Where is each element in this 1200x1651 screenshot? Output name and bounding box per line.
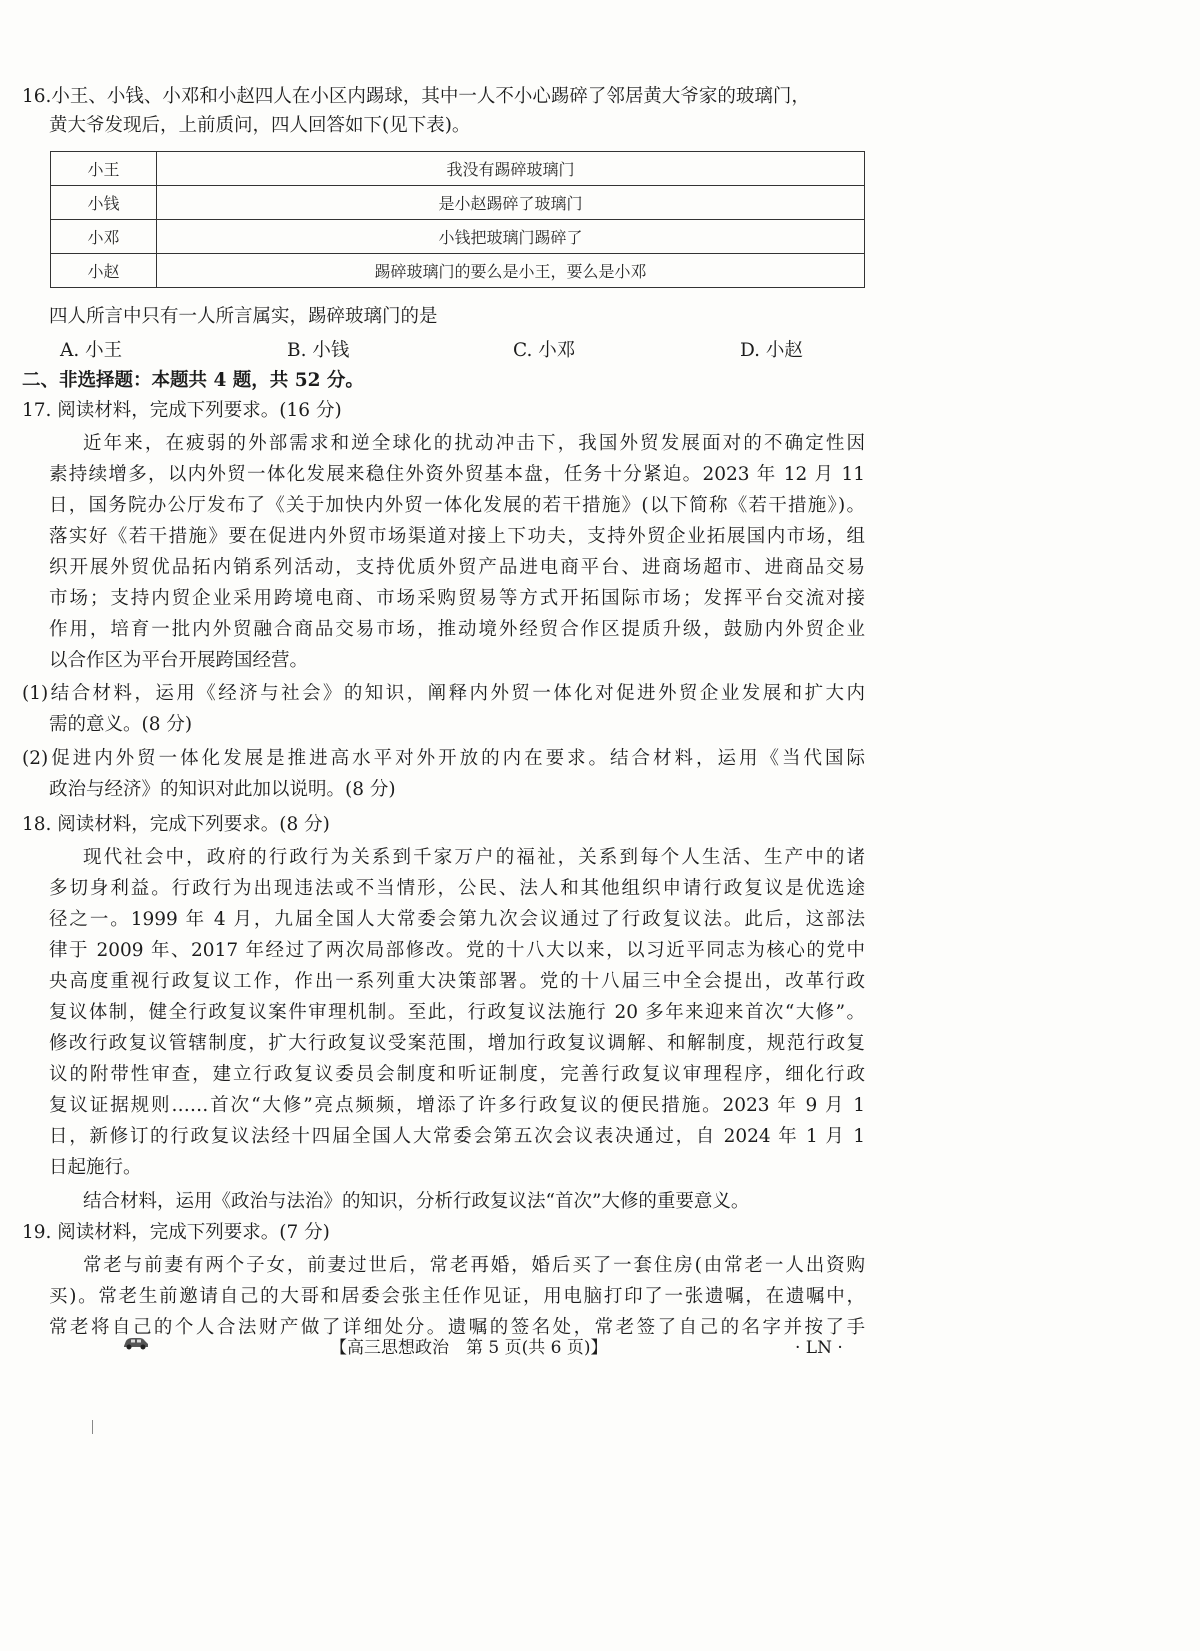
q17-sub1-line1: (1)结合材料，运用《经济与社会》的知识，阐释内外贸一体化对促进外贸企业发展和扩大内 bbox=[22, 683, 865, 704]
q19-material-line: 买)。常老生前邀请自己的大哥和居委会张主任作见证，用电脑打印了一张遗嘱，在遗嘱中， bbox=[49, 1286, 865, 1307]
q18-material-line: 现代社会中，政府的行政行为关系到千家万户的福祉，关系到每个人生活、生产中的诸 bbox=[83, 847, 865, 868]
q18-question: 结合材料，运用《政治与法治》的知识，分析行政复议法“首次”大修的重要意义。 bbox=[83, 1191, 750, 1212]
q18-material-line: 律于 2009 年、2017 年经过了两次局部修改。党的十八大以来，以习近平同志为核心的党中 bbox=[49, 940, 865, 961]
q18-material-line: 日起施行。 bbox=[49, 1157, 142, 1178]
option-d: D. 小赵 bbox=[740, 340, 803, 361]
q18-material-line: 日，新修订的行政复议法经十四届全国人大常委会第五次会议表决通过，自 2024 年 1 月 1 bbox=[49, 1126, 865, 1147]
q18-title: 18. 阅读材料，完成下列要求。(8 分) bbox=[22, 814, 330, 835]
option-b: B. 小钱 bbox=[287, 340, 350, 361]
table-cell-statement: 踢碎玻璃门的要么是小王，要么是小邓 bbox=[157, 254, 865, 288]
q17-material-line: 市场；支持内贸企业采用跨境电商、市场采购贸易等方式开拓国际市场；发挥平台交流对接 bbox=[49, 588, 865, 609]
table-cell-name: 小王 bbox=[51, 152, 157, 186]
q17-material-line: 落实好《若干措施》要在促进内外贸市场渠道对接上下功夫，支持外贸企业拓展国内市场，组 bbox=[49, 526, 865, 547]
table-cell-statement: 是小赵踢碎了玻璃门 bbox=[157, 186, 865, 220]
table-cell-name: 小钱 bbox=[51, 186, 157, 220]
q19-material-line: 常老将自己的个人合法财产做了详细处分。遗嘱的签名处，常老签了自己的名字并按了手 bbox=[49, 1317, 865, 1338]
table-cell-statement: 小钱把玻璃门踢碎了 bbox=[157, 220, 865, 254]
table-row bbox=[51, 152, 865, 186]
q17-sub2-line2: 政治与经济》的知识对此加以说明。(8 分) bbox=[49, 779, 396, 800]
scan-mark bbox=[92, 1420, 93, 1434]
q18-material-line: 央高度重视行政复议工作，作出一系列重大决策部署。党的十八届三中全会提出，改革行政 bbox=[49, 971, 865, 992]
q18-material-line: 复议证据规则……首次“大修”亮点频频，增添了许多行政复议的便民措施。2023 年 9 月 1 bbox=[49, 1095, 865, 1116]
table-cell-statement: 我没有踢碎玻璃门 bbox=[157, 152, 865, 186]
q18-material-line: 复议体制，健全行政复议案件审理机制。至此，行政复议法施行 20 多年来迎来首次“大修”。 bbox=[49, 1002, 865, 1023]
q17-material-line: 近年来，在疲弱的外部需求和逆全球化的扰动冲击下，我国外贸发展面对的不确定性因 bbox=[83, 433, 865, 454]
option-a: A. 小王 bbox=[60, 340, 123, 361]
footer-code: · LN · bbox=[795, 1338, 843, 1358]
q17-sub2-line1: (2)促进内外贸一体化发展是推进高水平对外开放的内在要求。结合材料，运用《当代国际 bbox=[22, 748, 865, 769]
q18-material-line: 议的附带性审查，建立行政复议委员会制度和听证制度，完善行政复议审理程序，细化行政 bbox=[49, 1064, 865, 1085]
table-cell-name: 小赵 bbox=[51, 254, 157, 288]
q17-title: 17. 阅读材料，完成下列要求。(16 分) bbox=[22, 400, 342, 421]
q18-material-line: 修改行政复议管辖制度，扩大行政复议受案范围，增加行政复议调解、和解制度，规范行政复 bbox=[49, 1033, 865, 1054]
statements-table bbox=[50, 151, 865, 288]
q16-line1: 16.小王、小钱、小邓和小赵四人在小区内踢球，其中一人不小心踢碎了邻居黄大爷家的玻璃门， bbox=[22, 86, 810, 107]
table-row bbox=[51, 254, 865, 288]
q17-material-line: 织开展外贸优品拓内销系列活动，支持优质外贸产品进电商平台、进商场超市、进商品交易 bbox=[49, 557, 865, 578]
q18-material-line: 多切身利益。行政行为出现违法或不当情形，公民、法人和其他组织申请行政复议是优选途 bbox=[49, 878, 865, 899]
q19-title: 19. 阅读材料，完成下列要求。(7 分) bbox=[22, 1222, 330, 1243]
q17-material-line: 日，国务院办公厅发布了《关于加快内外贸一体化发展的若干措施》(以下简称《若干措施》)。 bbox=[49, 495, 865, 516]
q16-question: 四人所言中只有一人所言属实，踢碎玻璃门的是 bbox=[49, 306, 438, 327]
table-row bbox=[51, 186, 865, 220]
q17-material-line: 以合作区为平台开展跨国经营。 bbox=[49, 650, 309, 671]
q17-sub1-line2: 需的意义。(8 分) bbox=[49, 714, 193, 735]
option-c: C. 小邓 bbox=[513, 340, 576, 361]
q17-material-line: 作用，培育一批内外贸融合商品交易市场，推动境外经贸合作区提质升级，鼓励内外贸企业 bbox=[49, 619, 865, 640]
footer-page-info: 【高三思想政治 第 5 页(共 6 页)】 bbox=[330, 1338, 608, 1358]
table-cell-name: 小邓 bbox=[51, 220, 157, 254]
section-heading: 二、非选择题：本题共 4 题，共 52 分。 bbox=[22, 370, 364, 391]
q16-line2: 黄大爷发现后，上前质问，四人回答如下(见下表)。 bbox=[49, 115, 471, 136]
table-row bbox=[51, 220, 865, 254]
q18-material-line: 径之一。1999 年 4 月，九届全国人大常委会第九次会议通过了行政复议法。此后，这部法 bbox=[49, 909, 865, 930]
q17-material-line: 素持续增多，以内外贸一体化发展来稳住外资外贸基本盘，任务十分紧迫。2023 年 12 月 11 bbox=[49, 464, 865, 485]
car-icon bbox=[122, 1336, 150, 1350]
q19-material-line: 常老与前妻有两个子女，前妻过世后，常老再婚，婚后买了一套住房(由常老一人出资购 bbox=[83, 1255, 865, 1276]
